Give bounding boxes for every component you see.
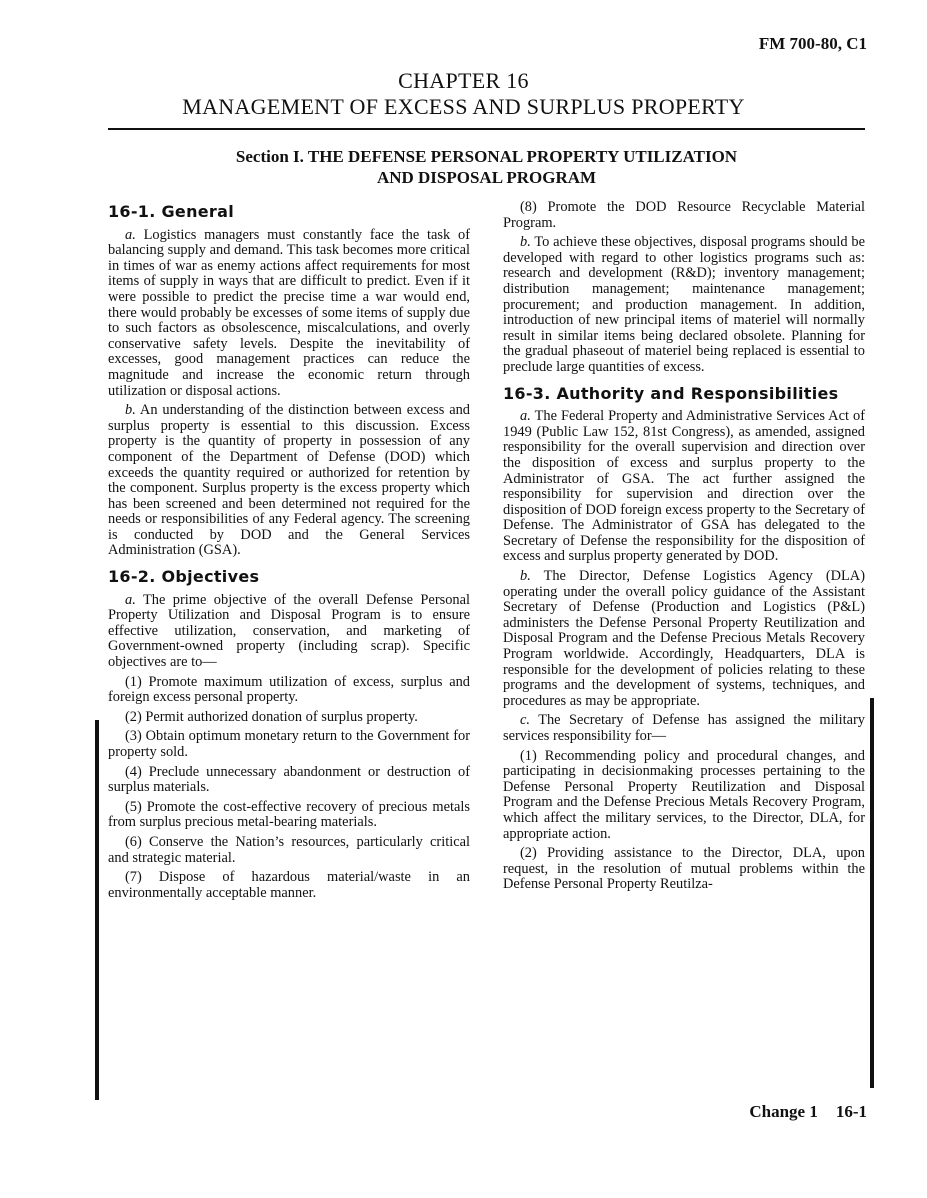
chapter-heading [0, 68, 927, 120]
section-line-2: AND DISPOSAL PROGRAM [376, 168, 597, 187]
section-heading [108, 146, 865, 188]
section-line-1: Section I. THE DEFENSE PERSONAL PROPERTY UTILIZATION [235, 147, 738, 166]
authority-para-b [503, 569, 865, 709]
objective-item: (5) Promote the cost-effective recovery of precious metals from surplus precious metal-bearing materials. [108, 798, 470, 831]
chapter-number: CHAPTER 16 [398, 68, 529, 93]
objective-item: (7) Dispose of hazardous material/waste in an environmentally acceptable manner. [108, 869, 470, 901]
objective-item: (8) Promote the DOD Resource Recyclable Material Program. [503, 199, 865, 231]
para-text: The Director, Defense Logistics Agency (DLA) operating under the overall policy guidance of the Assistant Secretary of Defense (Production and Logistics (P&L) administers the Defense Personal Property Reutilization and Disposal Program and the Defense Precious Metals Recovery Program worldwide. Accordingly, Headquarters, DLA is responsible for the development of policies relating to these programs and the development of systems, techniques, and procedures as may be appropriate. [503, 568, 865, 709]
general-para-a [108, 228, 470, 400]
para-text: The Secretary of Defense has assigned the military services responsibility for— [503, 712, 865, 744]
document-code: FM 700-80, C1 [758, 34, 867, 53]
responsibility-item: (2) Providing assistance to the Director, DLA, upon request, in the resolution of mutual problems within the Defense Personal Property Reutilza- [503, 845, 865, 893]
general-para-b [108, 403, 470, 559]
page-number: 16-1 [835, 1102, 867, 1121]
para-text: Logistics managers must constantly face the task of balancing supply and demand. This task becomes more critical in times of war as enemy actions affect requirements for most items of supply in ways that are difficult to predict. Even if it were possible to predict the precise time a war would end, there would probably be excesses of some items of supply due to such factors as obsolescence, miscalculations, and overly conservative safety levels. Despite the inevitability of excesses, good management practices can reduce the magnitude and increase the economic return through utilization or disposal actions. [108, 226, 470, 399]
left-column [108, 200, 470, 905]
authority-heading: 16-3. Authority and Responsibilities [503, 383, 839, 403]
change-bar-right [870, 698, 874, 1088]
para-label: b. [520, 568, 531, 585]
objectives-para-b [503, 235, 865, 375]
para-label: a. [125, 226, 136, 243]
objectives-para-a [108, 593, 470, 671]
chapter-title: MANAGEMENT OF EXCESS AND SURPLUS PROPERTY [182, 94, 745, 119]
objective-item: (2) Permit authorized donation of surplus property. [125, 708, 418, 725]
para-label: c. [520, 712, 530, 729]
para-label: a. [125, 591, 136, 608]
objective-item: (4) Preclude unnecessary abandonment or destruction of surplus materials. [108, 763, 470, 796]
authority-para-a [503, 409, 865, 565]
para-text: To achieve these objectives, disposal programs should be developed with regard to other logistics programs such as: research and development (R&D); inventory management; distribution management; maintenance management; procurement; and production management. In addition, introduction of new principal items of materiel will normally result in similar items being declared obsolete. Planning for the gradual phaseout of materiel being replaced is essential to preclude large quantities of excess. [503, 234, 865, 375]
objective-item: (6) Conserve the Nation’s resources, particularly critical and strategic material. [108, 833, 470, 866]
para-label: b. [520, 234, 531, 251]
objectives-heading: 16-2. Objectives [108, 567, 260, 587]
right-column [503, 200, 865, 897]
para-text: An understanding of the distinction between excess and surplus property is essential to this discussion. Excess property is the quantity of property in possession of any component of the Department of Defense (DOD) which exceeds the quantity required or authorized for retention by the component. Surplus property is the excess property which has been screened and been determined not required for the needs or responsibilities of any Federal agency. The screening is conducted by DOD and the General Services Administration (GSA). [108, 402, 470, 559]
para-label: a. [520, 408, 531, 425]
para-text: The Federal Property and Administrative Services Act of 1949 (Public Law 152, 81st Congress), as amended, assigned responsibility for the overall supervision and direction over the disposition of excess and surplus property to the Administrator of GSA. The act further assigned the responsibility for supervision and direction over the disposition of DOD foreign excess property to the Secretary of Defense. The Administrator of GSA has delegated to the Secretary of Defense the responsibility for the disposition of excess and surplus property generated by DOD. [503, 408, 865, 565]
general-heading: 16-1. General [108, 202, 234, 221]
page-footer [731, 1102, 867, 1122]
para-text: The prime objective of the overall Defense Personal Property Utilization and Disposal Program is to ensure effective utilization, conservation, and marketing of Government-owned property (including scrap). Specific objectives are to— [108, 591, 470, 671]
para-label: b. [125, 402, 136, 419]
change-label: Change 1 [749, 1102, 818, 1121]
objective-item: (3) Obtain optimum monetary return to the Government for property sold. [108, 728, 470, 760]
authority-para-c [503, 713, 865, 744]
responsibility-item: (1) Recommending policy and procedural changes, and participating in decisionmaking processes pertaining to the Defense Personal Property Reutilization and Disposal Program and the Defense Precious Metals Recovery Program, which affect the military services, to the Director, DLA, for appropriate action. [503, 747, 865, 842]
objective-item: (1) Promote maximum utilization of excess, surplus and foreign excess personal property. [108, 673, 470, 706]
change-bar-left [95, 720, 99, 1100]
chapter-rule [108, 128, 865, 130]
